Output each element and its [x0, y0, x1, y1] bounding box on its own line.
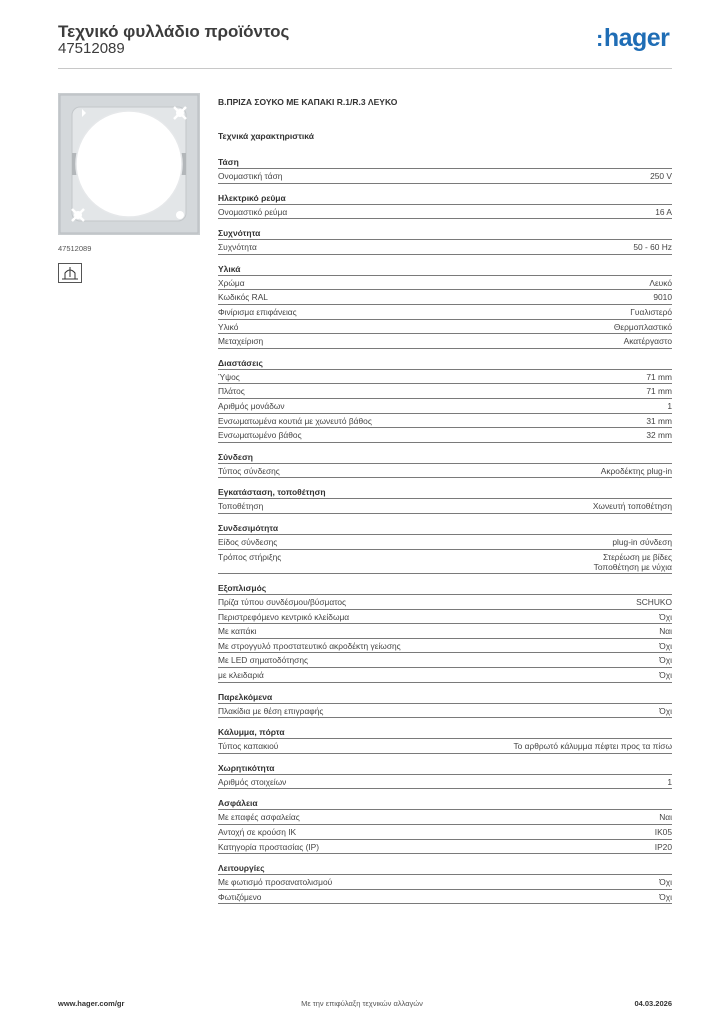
- spec-group-title: Λειτουργίες: [218, 863, 265, 874]
- spec-group-divider: [218, 788, 672, 789]
- socket-symbol-icon: [58, 263, 82, 283]
- spec-group-title: Χωρητικότητα: [218, 762, 275, 773]
- spec-row: [218, 275, 672, 290]
- spec-row: [218, 534, 672, 549]
- spec-label: Υλικό: [218, 321, 239, 332]
- spec-group-divider: [218, 348, 672, 349]
- spec-value: 1: [667, 400, 672, 411]
- spec-label: Ονομαστικό ρεύμα: [218, 206, 288, 217]
- spec-value: Ναι: [659, 812, 672, 823]
- spec-label: Με επαφές ασφαλείας: [218, 812, 300, 823]
- spec-row: [218, 369, 672, 384]
- spec-row: [218, 319, 672, 334]
- spec-row: [218, 333, 672, 348]
- header-divider: [58, 68, 672, 69]
- spec-label: Χρώμα: [218, 277, 245, 288]
- spec-label: Αντοχή σε κρούση IK: [218, 827, 297, 838]
- spec-label: Με καπάκι: [218, 626, 257, 637]
- spec-label: με κλειδαριά: [218, 670, 264, 681]
- spec-value: 32 mm: [646, 430, 672, 441]
- spec-label: Ύψος: [218, 371, 240, 382]
- spec-label: Πλακίδια με θέση επιγραφής: [218, 705, 324, 716]
- footer-date: 04.03.2026: [634, 999, 672, 1008]
- spec-value: Θερμοπλαστικό: [613, 321, 672, 332]
- spec-group-title: Διαστάσεις: [218, 357, 263, 368]
- spec-value: 50 - 60 Hz: [633, 242, 672, 253]
- spec-group-title: Παρελκόμενα: [218, 691, 273, 702]
- spec-group-title: Τάση: [218, 157, 239, 167]
- spec-group-title: Υλικά: [218, 263, 241, 274]
- spec-row: [218, 427, 672, 442]
- spec-row: [218, 667, 672, 682]
- spec-label: Πρίζα τύπου συνδέσμου/βύσματος: [218, 597, 347, 608]
- spec-group-divider: [218, 513, 672, 514]
- spec-label: Τρόπος στήριξης: [218, 551, 282, 562]
- spec-group-title: Εξοπλισμός: [218, 583, 267, 594]
- footer-website[interactable]: www.hager.com/gr: [58, 999, 125, 1008]
- spec-value: Χωνευτή τοποθέτηση: [592, 501, 672, 512]
- spec-group-title: Σύνδεση: [218, 451, 253, 462]
- spec-group-divider: [218, 903, 672, 904]
- spec-label: Κατηγορία προστασίας (IP): [218, 841, 320, 852]
- spec-label: Φινίρισμα επιφάνειας: [218, 306, 297, 317]
- spec-value: 71 mm: [646, 371, 672, 382]
- spec-row: [218, 623, 672, 638]
- spec-row: [218, 398, 672, 413]
- spec-value: 16 A: [655, 206, 672, 217]
- spec-row: [218, 168, 672, 183]
- spec-label: Τοποθέτηση: [218, 501, 264, 512]
- spec-label: Με LED σηματοδότησης: [218, 655, 309, 666]
- spec-group-divider: [218, 254, 672, 255]
- spec-value: Όχι: [659, 640, 672, 651]
- spec-label: Τύπος καπακιού: [218, 741, 279, 752]
- spec-label: Ενσωματωμένο βάθος: [218, 430, 302, 441]
- spec-row: [218, 498, 672, 513]
- spec-group-divider: [218, 477, 672, 478]
- spec-row: [218, 652, 672, 667]
- hager-logo[interactable]: :hager: [596, 24, 670, 52]
- spec-group-title: Εγκατάσταση, τοποθέτηση: [218, 487, 326, 498]
- spec-row: [218, 413, 672, 428]
- spec-row: [218, 774, 672, 789]
- spec-group-title: Ηλεκτρικό ρεύμα: [218, 192, 286, 203]
- spec-row: [218, 874, 672, 889]
- spec-value: Όχι: [659, 611, 672, 622]
- spec-row: [218, 549, 672, 574]
- spec-row: [218, 889, 672, 904]
- document-title: Τεχνικό φυλλάδιο προϊόντος: [58, 22, 290, 41]
- spec-group-divider: [218, 853, 672, 854]
- spec-label: Αριθμός μονάδων: [218, 400, 285, 411]
- spec-row: [218, 383, 672, 398]
- spec-label: Είδος σύνδεσης: [218, 536, 278, 547]
- spec-row: [218, 638, 672, 653]
- spec-row: [218, 738, 672, 753]
- product-code: 47512089: [58, 40, 125, 57]
- spec-table: [218, 156, 672, 904]
- spec-group-divider: [218, 753, 672, 754]
- spec-value: Το αρθρωτό κάλυμμα πέφτει προς τα πίσω: [513, 741, 672, 752]
- spec-group-title: Ασφάλεια: [218, 798, 258, 809]
- spec-value: 9010: [653, 292, 672, 303]
- spec-value: Ακατέργαστο: [623, 336, 672, 347]
- spec-group-divider: [218, 183, 672, 184]
- spec-label: Πλάτος: [218, 386, 245, 397]
- spec-value: Όχι: [659, 670, 672, 681]
- spec-group-title: Κάλυμμα, πόρτα: [218, 727, 285, 738]
- spec-value: plug-in σύνδεση: [612, 536, 672, 547]
- spec-label: Ενσωματωμένα κουτιά με χωνευτό βάθος: [218, 415, 372, 426]
- spec-value: 31 mm: [646, 415, 672, 426]
- spec-group-divider: [218, 573, 672, 574]
- spec-value: Γυαλιστερό: [630, 306, 672, 317]
- footer-notice: Με την επιφύλαξη τεχνικών αλλαγών: [301, 999, 423, 1008]
- spec-value: Ναι: [659, 626, 672, 637]
- spec-group-title: Συχνότητα: [218, 228, 261, 239]
- spec-value: Λευκό: [649, 277, 672, 288]
- spec-label: Με φωτισμό προσανατολισμού: [218, 877, 333, 888]
- spec-label: Αριθμός στοιχείων: [218, 776, 287, 787]
- spec-value: Όχι: [659, 877, 672, 888]
- spec-label: Μεταχείριση: [218, 336, 264, 347]
- image-caption-code: 47512089: [58, 244, 92, 253]
- spec-label: Περιστρεφόμενο κεντρικό κλείδωμα: [218, 611, 350, 622]
- spec-value: Όχι: [659, 705, 672, 716]
- spec-value: SCHUKO: [636, 597, 672, 608]
- spec-group-title: Συνδεσιμότητα: [218, 522, 279, 533]
- spec-row: [218, 304, 672, 319]
- spec-row: [218, 809, 672, 824]
- spec-label: Συχνότητα: [218, 242, 257, 253]
- spec-row: [218, 463, 672, 478]
- spec-value: Στερέωση με βίδες Τοποθέτηση με νύχια: [593, 551, 672, 572]
- spec-value: 250 V: [650, 171, 672, 181]
- product-name: Β.ΠΡΙΖΑ ΣΟΥΚΟ ΜΕ ΚΑΠΑΚΙ R.1/R.3 ΛΕΥΚΟ: [218, 97, 398, 107]
- spec-row: [218, 204, 672, 219]
- spec-group-divider: [218, 682, 672, 683]
- spec-group-divider: [218, 717, 672, 718]
- spec-value: IP20: [654, 841, 672, 852]
- spec-group-divider: [218, 442, 672, 443]
- product-image: [58, 93, 200, 235]
- spec-value: Όχι: [659, 655, 672, 666]
- section-title: Τεχνικά χαρακτηριστικά: [218, 131, 314, 141]
- spec-row: [218, 594, 672, 609]
- logo-text: hager: [603, 24, 670, 52]
- spec-row: [218, 839, 672, 854]
- spec-value: IK05: [654, 827, 672, 838]
- spec-label: Κωδικός RAL: [218, 292, 268, 303]
- spec-value: 71 mm: [646, 386, 672, 397]
- spec-label: Φωτιζόμενο: [218, 891, 262, 902]
- spec-value: Ακροδέκτης plug-in: [600, 465, 672, 476]
- spec-row: [218, 239, 672, 254]
- spec-value: Όχι: [659, 891, 672, 902]
- spec-row: [218, 824, 672, 839]
- spec-label: Με στρογγυλό προστατευτικό ακροδέκτη γείωσης: [218, 640, 401, 651]
- spec-row: [218, 289, 672, 304]
- spec-value: 1: [667, 776, 672, 787]
- spec-label: Ονομαστική τάση: [218, 171, 283, 181]
- spec-row: [218, 609, 672, 624]
- spec-row: [218, 703, 672, 718]
- spec-label: Τύπος σύνδεσης: [218, 465, 280, 476]
- spec-group-divider: [218, 218, 672, 219]
